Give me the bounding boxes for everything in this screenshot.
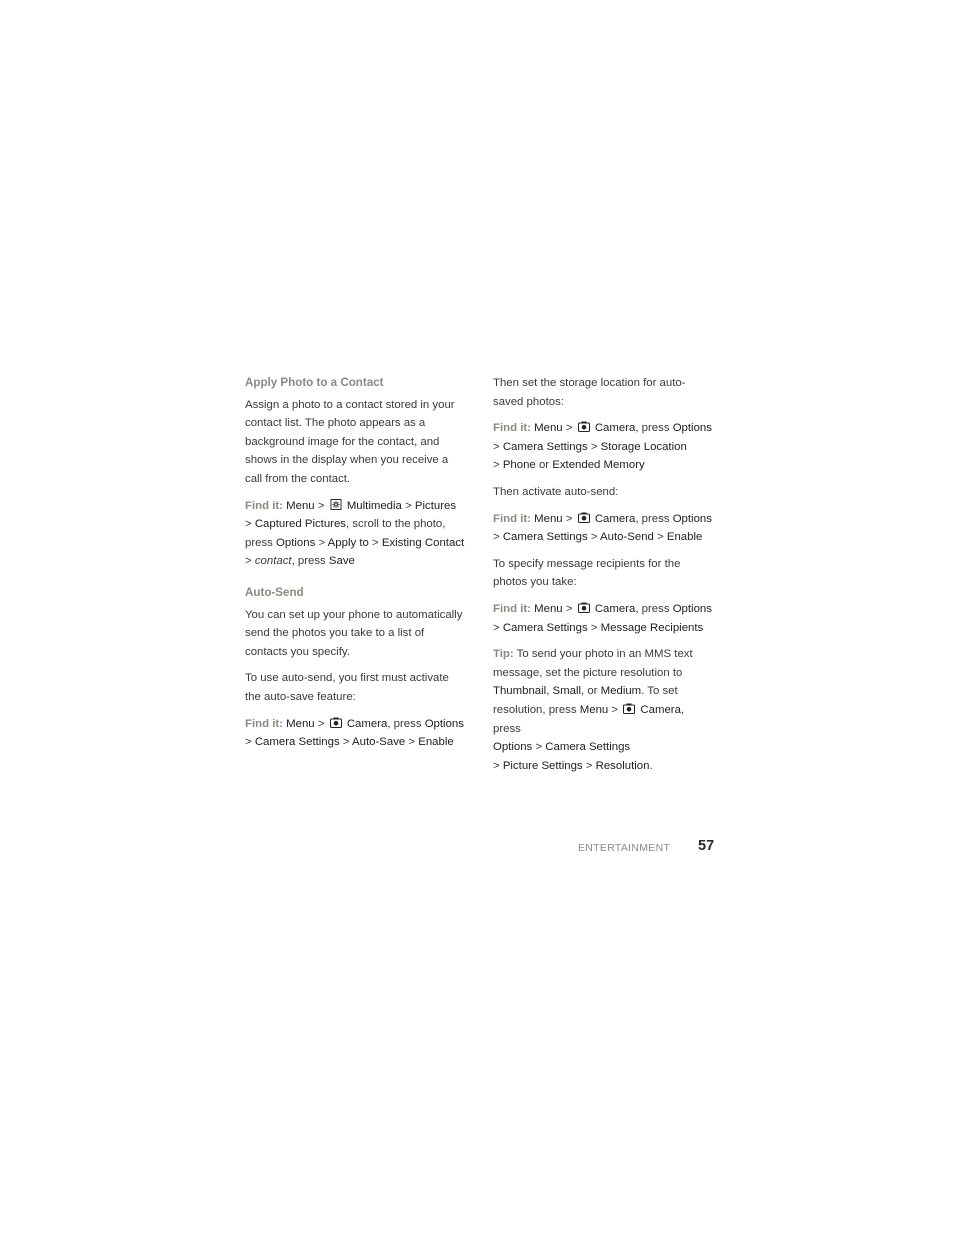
heading-apply-photo: Apply Photo to a Contact	[245, 376, 384, 389]
find-it-recipients: Find it: Menu > Camera, press Options > Camera Settings > Message Recipients	[493, 602, 712, 634]
left-column	[245, 374, 467, 760]
camera-icon	[330, 717, 342, 728]
tip-resolution: Tip: To send your photo in an MMS text message, set the picture resolution to Thumbnail, Small, or Medium. To set resolution, press Menu > Camera, press Options > Camera Settings > Picture Settings > Resolution.	[493, 648, 693, 772]
right-column	[493, 374, 715, 783]
find-it-apply-photo: Find it: Menu > Multimedia > Pictures > Captured Pictures, scroll to the photo, press Options > Apply to > Existing Contact > contact, press Save	[245, 499, 465, 568]
apply-photo-description: Assign a photo to a contact stored in your contact list. The photo appears as a background image for the contact, and shows in the display when you receive a call from the contact.	[245, 398, 455, 485]
camera-icon	[578, 421, 590, 432]
auto-send-description: You can set up your phone to automatically send the photos you take to a list of contacts you specify.	[245, 608, 463, 658]
auto-save-intro: To use auto-send, you first must activate the auto-save feature:	[245, 672, 449, 703]
camera-icon	[578, 602, 590, 613]
find-it-auto-save: Find it: Menu > Camera, press Options > Camera Settings > Auto-Save > Enable	[245, 717, 464, 749]
multimedia-icon	[330, 499, 342, 510]
find-it-storage: Find it: Menu > Camera, press Options > Camera Settings > Storage Location > Phone or Extended Memory	[493, 422, 712, 472]
auto-send-intro: Then activate auto-send:	[493, 485, 619, 498]
find-it-auto-send: Find it: Menu > Camera, press Options > Camera Settings > Auto-Send > Enable	[493, 512, 712, 544]
camera-icon	[623, 703, 635, 714]
recipients-intro: To specify message recipients for the photos you take:	[493, 557, 681, 589]
heading-auto-send: Auto-Send	[245, 585, 304, 599]
storage-intro: Then set the storage location for auto-saved photos:	[493, 377, 686, 408]
page-number: 57	[698, 838, 715, 854]
camera-icon	[578, 512, 590, 523]
section-name: ENTERTAINMENT	[578, 842, 671, 854]
